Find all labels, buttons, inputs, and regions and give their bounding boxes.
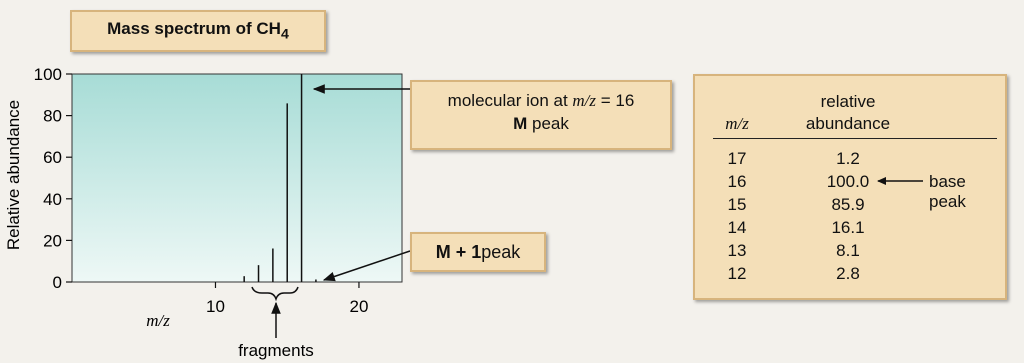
fragments-bracket: [252, 287, 298, 299]
fragments-label: fragments: [238, 341, 314, 360]
y-tick-label: 60: [43, 148, 62, 168]
base-peak-arrow: [875, 174, 925, 188]
plot-area: [72, 74, 402, 282]
table-cell-mz: 13: [727, 241, 747, 260]
table-cell-mz: 12: [727, 264, 747, 283]
table-cell-abundance: 2.8: [836, 264, 860, 283]
y-tick-label: 100: [33, 65, 62, 84]
table-cell-mz: 16: [727, 172, 747, 191]
m-plus-one-callout: M + 1 peak: [410, 232, 546, 272]
table-cell-abundance: 8.1: [836, 241, 860, 260]
x-axis: [206, 282, 368, 316]
y-tick-label: 20: [43, 231, 62, 251]
table-cell-mz: 17: [727, 149, 747, 168]
base-peak-label: base peak: [929, 172, 966, 211]
y-tick-label: 0: [52, 273, 62, 292]
x-tick-label: 10: [206, 297, 225, 316]
x-axis-label: m/z: [146, 311, 170, 330]
y-tick-label: 80: [43, 106, 62, 126]
chart-title: Mass spectrum of $CH_4$: [107, 19, 289, 43]
y-axis: [34, 65, 72, 292]
table-cell-abundance: 1.2: [836, 149, 860, 168]
y-axis-label: Relative abundance: [4, 99, 23, 251]
table-cell-abundance: 16.1: [831, 218, 865, 237]
x-tick-label: 20: [349, 297, 369, 316]
table-cell-mz: 15: [727, 195, 747, 214]
abundance-table: [693, 74, 1007, 300]
title-subscript: 4: [280, 26, 289, 43]
table-header-mz: m/z: [725, 114, 749, 133]
table-header-abundance: relative abundance: [805, 92, 891, 133]
table-cell-abundance: 85.9: [831, 195, 865, 214]
molecular-ion-callout: molecular ion at m/z = 16 M peak: [410, 80, 672, 150]
table-cell-mz: 14: [727, 218, 747, 237]
table-rule: [713, 138, 997, 139]
y-tick-label: 40: [43, 189, 62, 209]
table-cell-abundance: 100.0: [826, 172, 870, 191]
